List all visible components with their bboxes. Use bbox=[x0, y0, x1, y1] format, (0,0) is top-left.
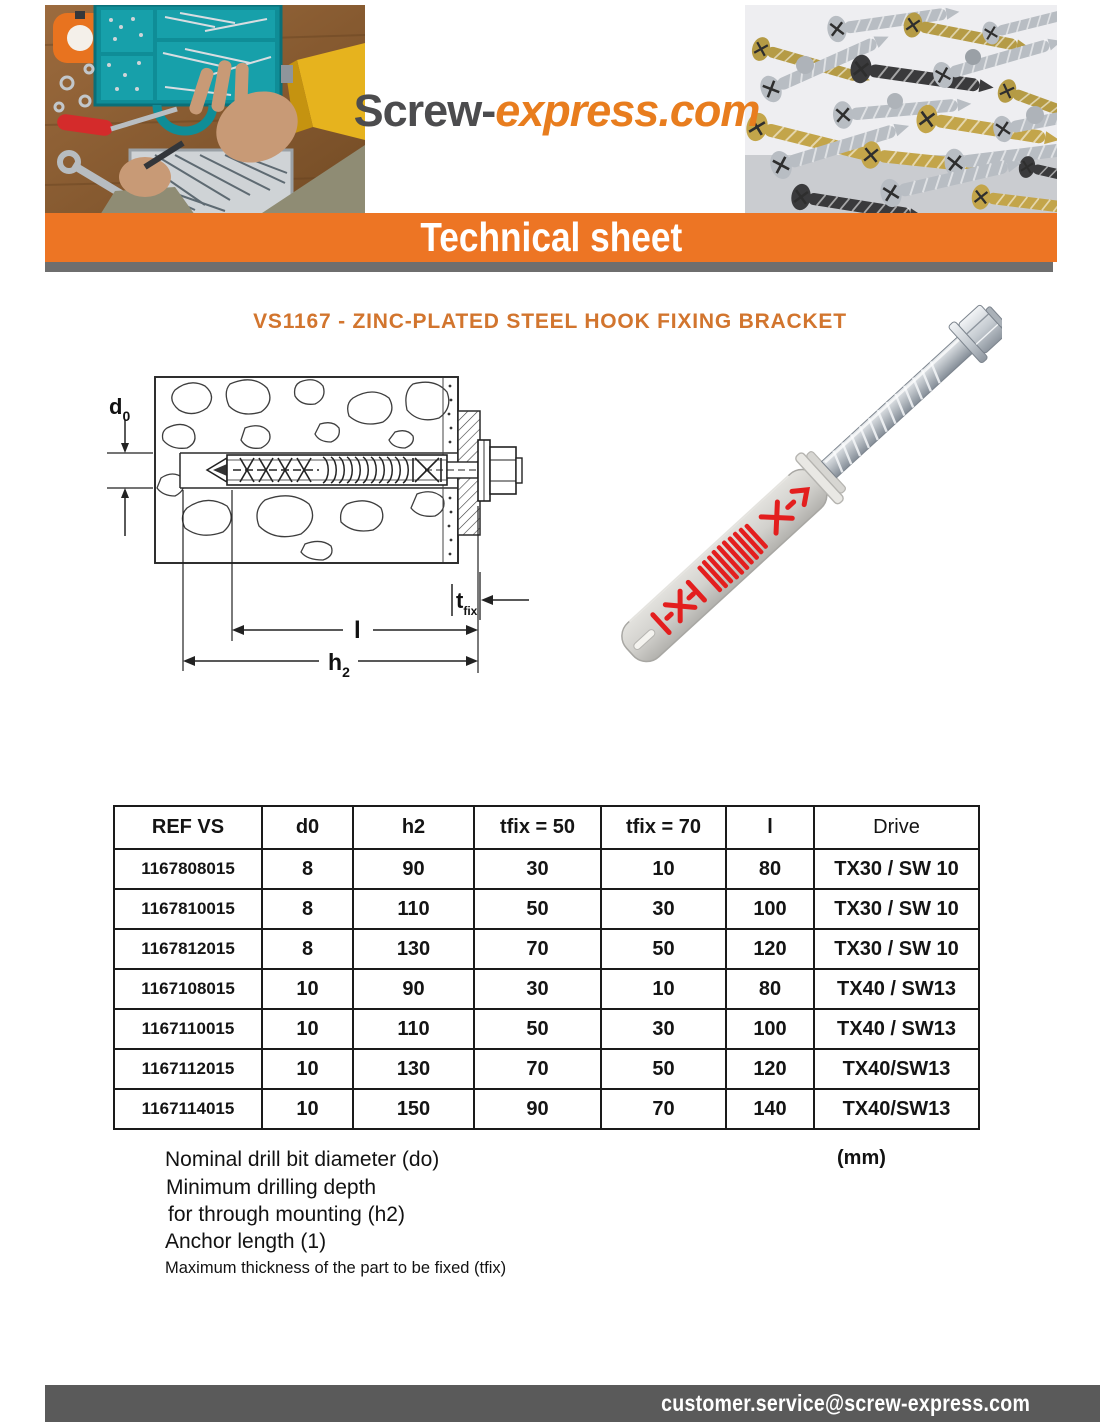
customer-service-email[interactable]: customer.service@screw-express.com bbox=[661, 1390, 1030, 1416]
table-cell: 130 bbox=[353, 929, 474, 969]
table-cell: TX40 / SW13 bbox=[814, 1009, 979, 1049]
logo-text-orange: express.com bbox=[495, 84, 760, 136]
table-cell: 70 bbox=[474, 1049, 601, 1089]
table-cell: 90 bbox=[474, 1089, 601, 1129]
table-cell: 120 bbox=[726, 929, 814, 969]
table-cell: 50 bbox=[601, 1049, 726, 1089]
footer-bar bbox=[45, 1385, 1100, 1422]
header-photo-screws bbox=[745, 5, 1057, 215]
table-cell: 50 bbox=[474, 1009, 601, 1049]
column-header: tfix = 50 bbox=[474, 806, 601, 849]
table-cell: TX30 / SW 10 bbox=[814, 849, 979, 889]
note-through-mounting: for through mounting (h2) bbox=[168, 1203, 405, 1226]
table-cell: 80 bbox=[726, 849, 814, 889]
anchor-product-illustration bbox=[552, 300, 1002, 700]
table-cell: 10 bbox=[262, 969, 353, 1009]
table-cell: 80 bbox=[726, 969, 814, 1009]
table-cell: 90 bbox=[353, 969, 474, 1009]
technical-sheet-banner bbox=[45, 213, 1057, 262]
table-cell: 110 bbox=[353, 1009, 474, 1049]
table-cell: 10 bbox=[262, 1049, 353, 1089]
table-cell: 1167112015 bbox=[114, 1049, 262, 1089]
table-row bbox=[114, 1089, 979, 1129]
table-cell: 1167808015 bbox=[114, 849, 262, 889]
table-row bbox=[114, 1009, 979, 1049]
column-header: h2 bbox=[353, 806, 474, 849]
column-header: d0 bbox=[262, 806, 353, 849]
table-cell: 1167108015 bbox=[114, 969, 262, 1009]
product-photo bbox=[552, 300, 1002, 705]
table-cell: 70 bbox=[601, 1089, 726, 1129]
note-anchor-length: Anchor length (1) bbox=[165, 1230, 327, 1253]
table-cell: 50 bbox=[474, 889, 601, 929]
note-max-thickness: Maximum thickness of the part to be fixed (tfix) bbox=[165, 1259, 507, 1277]
table-cell: 120 bbox=[726, 1049, 814, 1089]
table-cell: 150 bbox=[353, 1089, 474, 1129]
workbench-photo-illustration bbox=[45, 5, 365, 215]
dim-label-d0: $d_0$ bbox=[109, 394, 131, 424]
table-cell: 100 bbox=[726, 1009, 814, 1049]
column-header: REF VS bbox=[114, 806, 262, 849]
installation-diagram bbox=[95, 358, 565, 703]
screw-pile-illustration bbox=[745, 5, 1057, 215]
table-cell: TX40 / SW13 bbox=[814, 969, 979, 1009]
product-title: VS1167 - ZINC-PLATED STEEL HOOK FIXING BRACKET bbox=[253, 310, 847, 333]
cross-section-drawing bbox=[95, 358, 565, 698]
table-cell: 70 bbox=[474, 929, 601, 969]
note-drill-diameter: Nominal drill bit diameter (do) bbox=[165, 1148, 440, 1171]
table-cell: 1167110015 bbox=[114, 1009, 262, 1049]
logo-text-dark: Screw- bbox=[353, 84, 496, 136]
header-photo-workbench bbox=[45, 5, 365, 215]
logo-text bbox=[354, 85, 760, 137]
table-cell: 8 bbox=[262, 849, 353, 889]
dim-label-h2: $h_2$ bbox=[328, 649, 350, 680]
table-cell: 10 bbox=[601, 969, 726, 1009]
table-cell: 50 bbox=[601, 929, 726, 969]
table-cell: TX40/SW13 bbox=[814, 1049, 979, 1089]
table-cell: 8 bbox=[262, 929, 353, 969]
table-row bbox=[114, 929, 979, 969]
table-header-row bbox=[114, 806, 979, 849]
column-header: l bbox=[726, 806, 814, 849]
column-header: tfix = 70 bbox=[601, 806, 726, 849]
dim-label-l: l bbox=[354, 617, 361, 644]
table-cell: 90 bbox=[353, 849, 474, 889]
table-cell: 30 bbox=[601, 1009, 726, 1049]
table-cell: 1167810015 bbox=[114, 889, 262, 929]
table-cell: 10 bbox=[262, 1089, 353, 1129]
site-logo bbox=[353, 58, 760, 163]
table-row bbox=[114, 969, 979, 1009]
table-row bbox=[114, 1049, 979, 1089]
table-cell: TX30 / SW 10 bbox=[814, 889, 979, 929]
table-cell: 1167114015 bbox=[114, 1089, 262, 1129]
table-cell: 30 bbox=[474, 969, 601, 1009]
unit-label: (mm) bbox=[837, 1147, 886, 1169]
table-cell: 130 bbox=[353, 1049, 474, 1089]
dim-label-tfix: $t_{fix}$ bbox=[456, 588, 478, 618]
banner-label: Technical sheet bbox=[420, 214, 682, 260]
table-cell: 30 bbox=[601, 889, 726, 929]
table-cell: 30 bbox=[474, 849, 601, 889]
table-row bbox=[114, 849, 979, 889]
table-cell: 8 bbox=[262, 889, 353, 929]
table-cell: 10 bbox=[601, 849, 726, 889]
table-cell: 140 bbox=[726, 1089, 814, 1129]
table-row bbox=[114, 889, 979, 929]
table-cell: 100 bbox=[726, 889, 814, 929]
spec-table bbox=[113, 805, 980, 1130]
table-cell: TX40/SW13 bbox=[814, 1089, 979, 1129]
column-header: Drive bbox=[814, 806, 979, 849]
table-cell: 1167812015 bbox=[114, 929, 262, 969]
banner-gray-strip bbox=[45, 262, 1053, 272]
note-drilling-depth: Minimum drilling depth bbox=[166, 1176, 377, 1199]
table-cell: TX30 / SW 10 bbox=[814, 929, 979, 969]
table-cell: 110 bbox=[353, 889, 474, 929]
table-cell: 10 bbox=[262, 1009, 353, 1049]
